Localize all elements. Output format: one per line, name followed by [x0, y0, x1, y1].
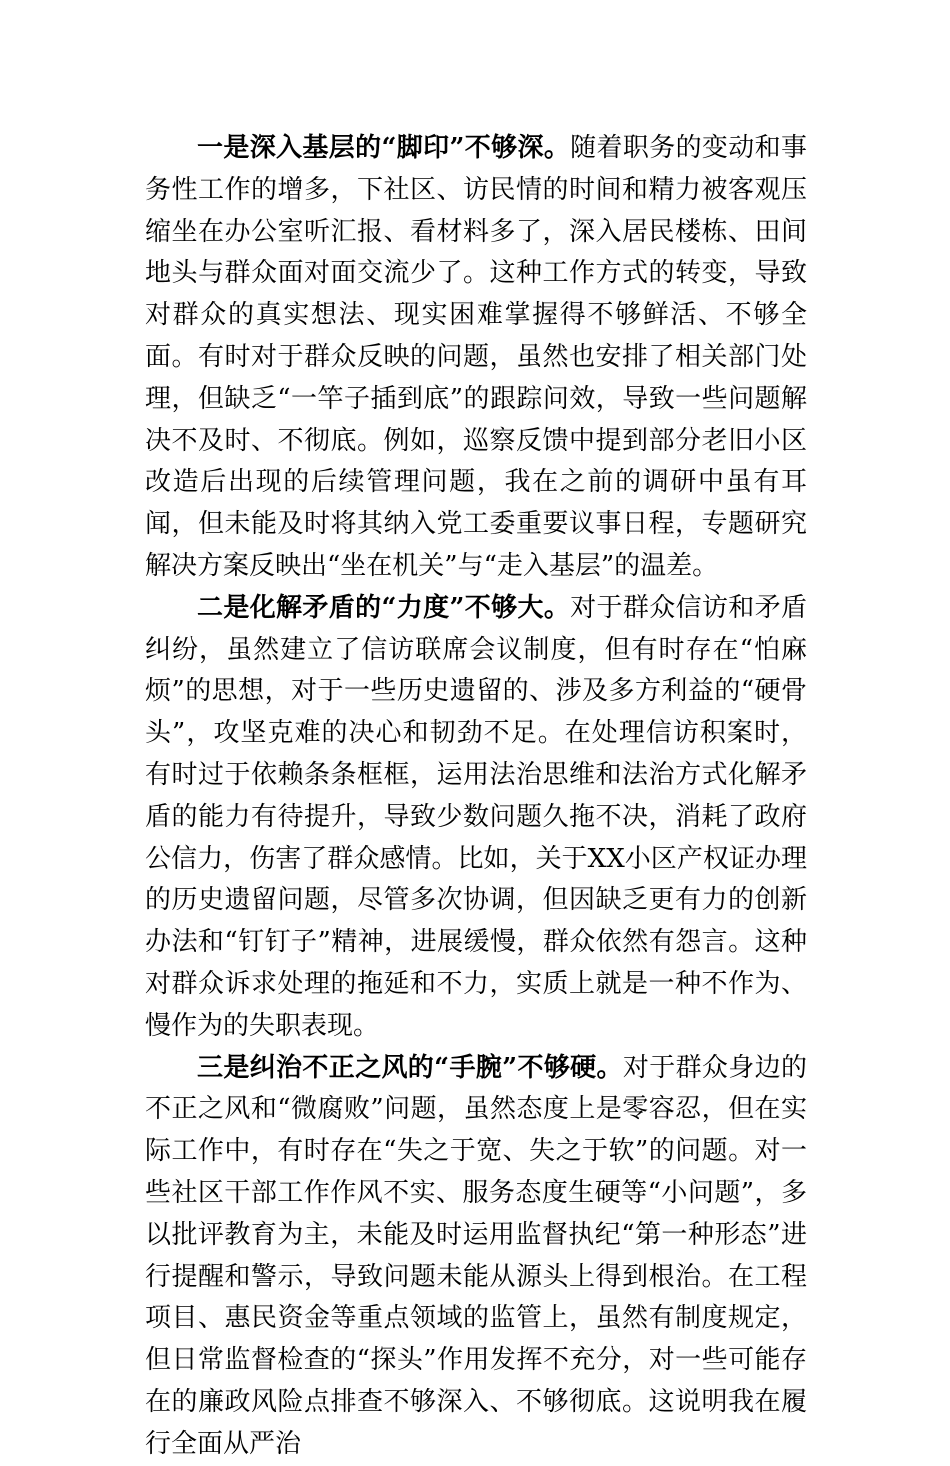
- paragraph-1-heading: 一是深入基层的“脚印”不够深。: [197, 133, 571, 163]
- paragraph-2-heading: 二是化解矛盾的“力度”不够大。: [197, 592, 571, 623]
- paragraph-3-text: 对于群众身边的不正之风和“微腐败”问题，虽然态度上是零容忍，但在实际工作中，有时存在“失之于宽、失之于软”的问题。对一些社区干部工作作风不实、服务态度生硬等“小问题”，多以批评教育为主，未能及时运用监督执纪“第一种形态”进行提醒和警示，导致问题未能从源头上得到根治。在工程项目、惠民资金等重点领域的监管上，虽然有制度规定，但日常监督检查的“探头”作用发挥不充分，对一些可能存在的廉政风险点排查不够深入、不够彻底。这说明我在履行全面从严治: [145, 1052, 807, 1459]
- paragraph-1: [145, 128, 807, 588]
- paragraph-1-text: 随着职务的变动和事务性工作的增多，下社区、访民情的时间和精力被客观压缩坐在办公室听汇报、看材料多了，深入居民楼栋、田间地头与群众面对面交流少了。这种工作方式的转变，导致对群众的真实想法、现实困难掌握得不够鲜活、不够全面。有时对于群众反映的问题，虽然也安排了相关部门处理，但缺乏“一竿子插到底”的跟踪问效，导致一些问题解决不及时、不彻底。例如，巡察反馈中提到部分老旧小区改造后出现的后续管理问题，我在之前的调研中虽有耳闻，但未能及时将其纳入党工委重要议事日程，专题研究解决方案反映出“坐在机关”与“走入基层”的温差。: [145, 133, 807, 581]
- paragraph-2: [145, 588, 807, 1048]
- document-body: [145, 128, 807, 1466]
- paragraph-3: [145, 1048, 807, 1466]
- paragraph-3-heading: 三是纠治不正之风的“手腕”不够硬。: [197, 1052, 623, 1083]
- paragraph-2-text: 对于群众信访和矛盾纠纷，虽然建立了信访联席会议制度，但有时存在“怕麻烦”的思想，对于一些历史遗留的、涉及多方利益的“硬骨头”，攻坚克难的决心和韧劲不足。在处理信访积案时，有时过于依赖条条框框，运用法治思维和法治方式化解矛盾的能力有待提升，导致少数问题久拖不决，消耗了政府公信力，伤害了群众感情。比如，关于XX小区产权证办理的历史遗留问题，尽管多次协调，但因缺乏更有力的创新办法和“钉钉子”精神，进展缓慢，群众依然有怨言。这种对群众诉求处理的拖延和不力，实质上就是一种不作为、慢作为的失职表现。: [145, 592, 807, 1041]
